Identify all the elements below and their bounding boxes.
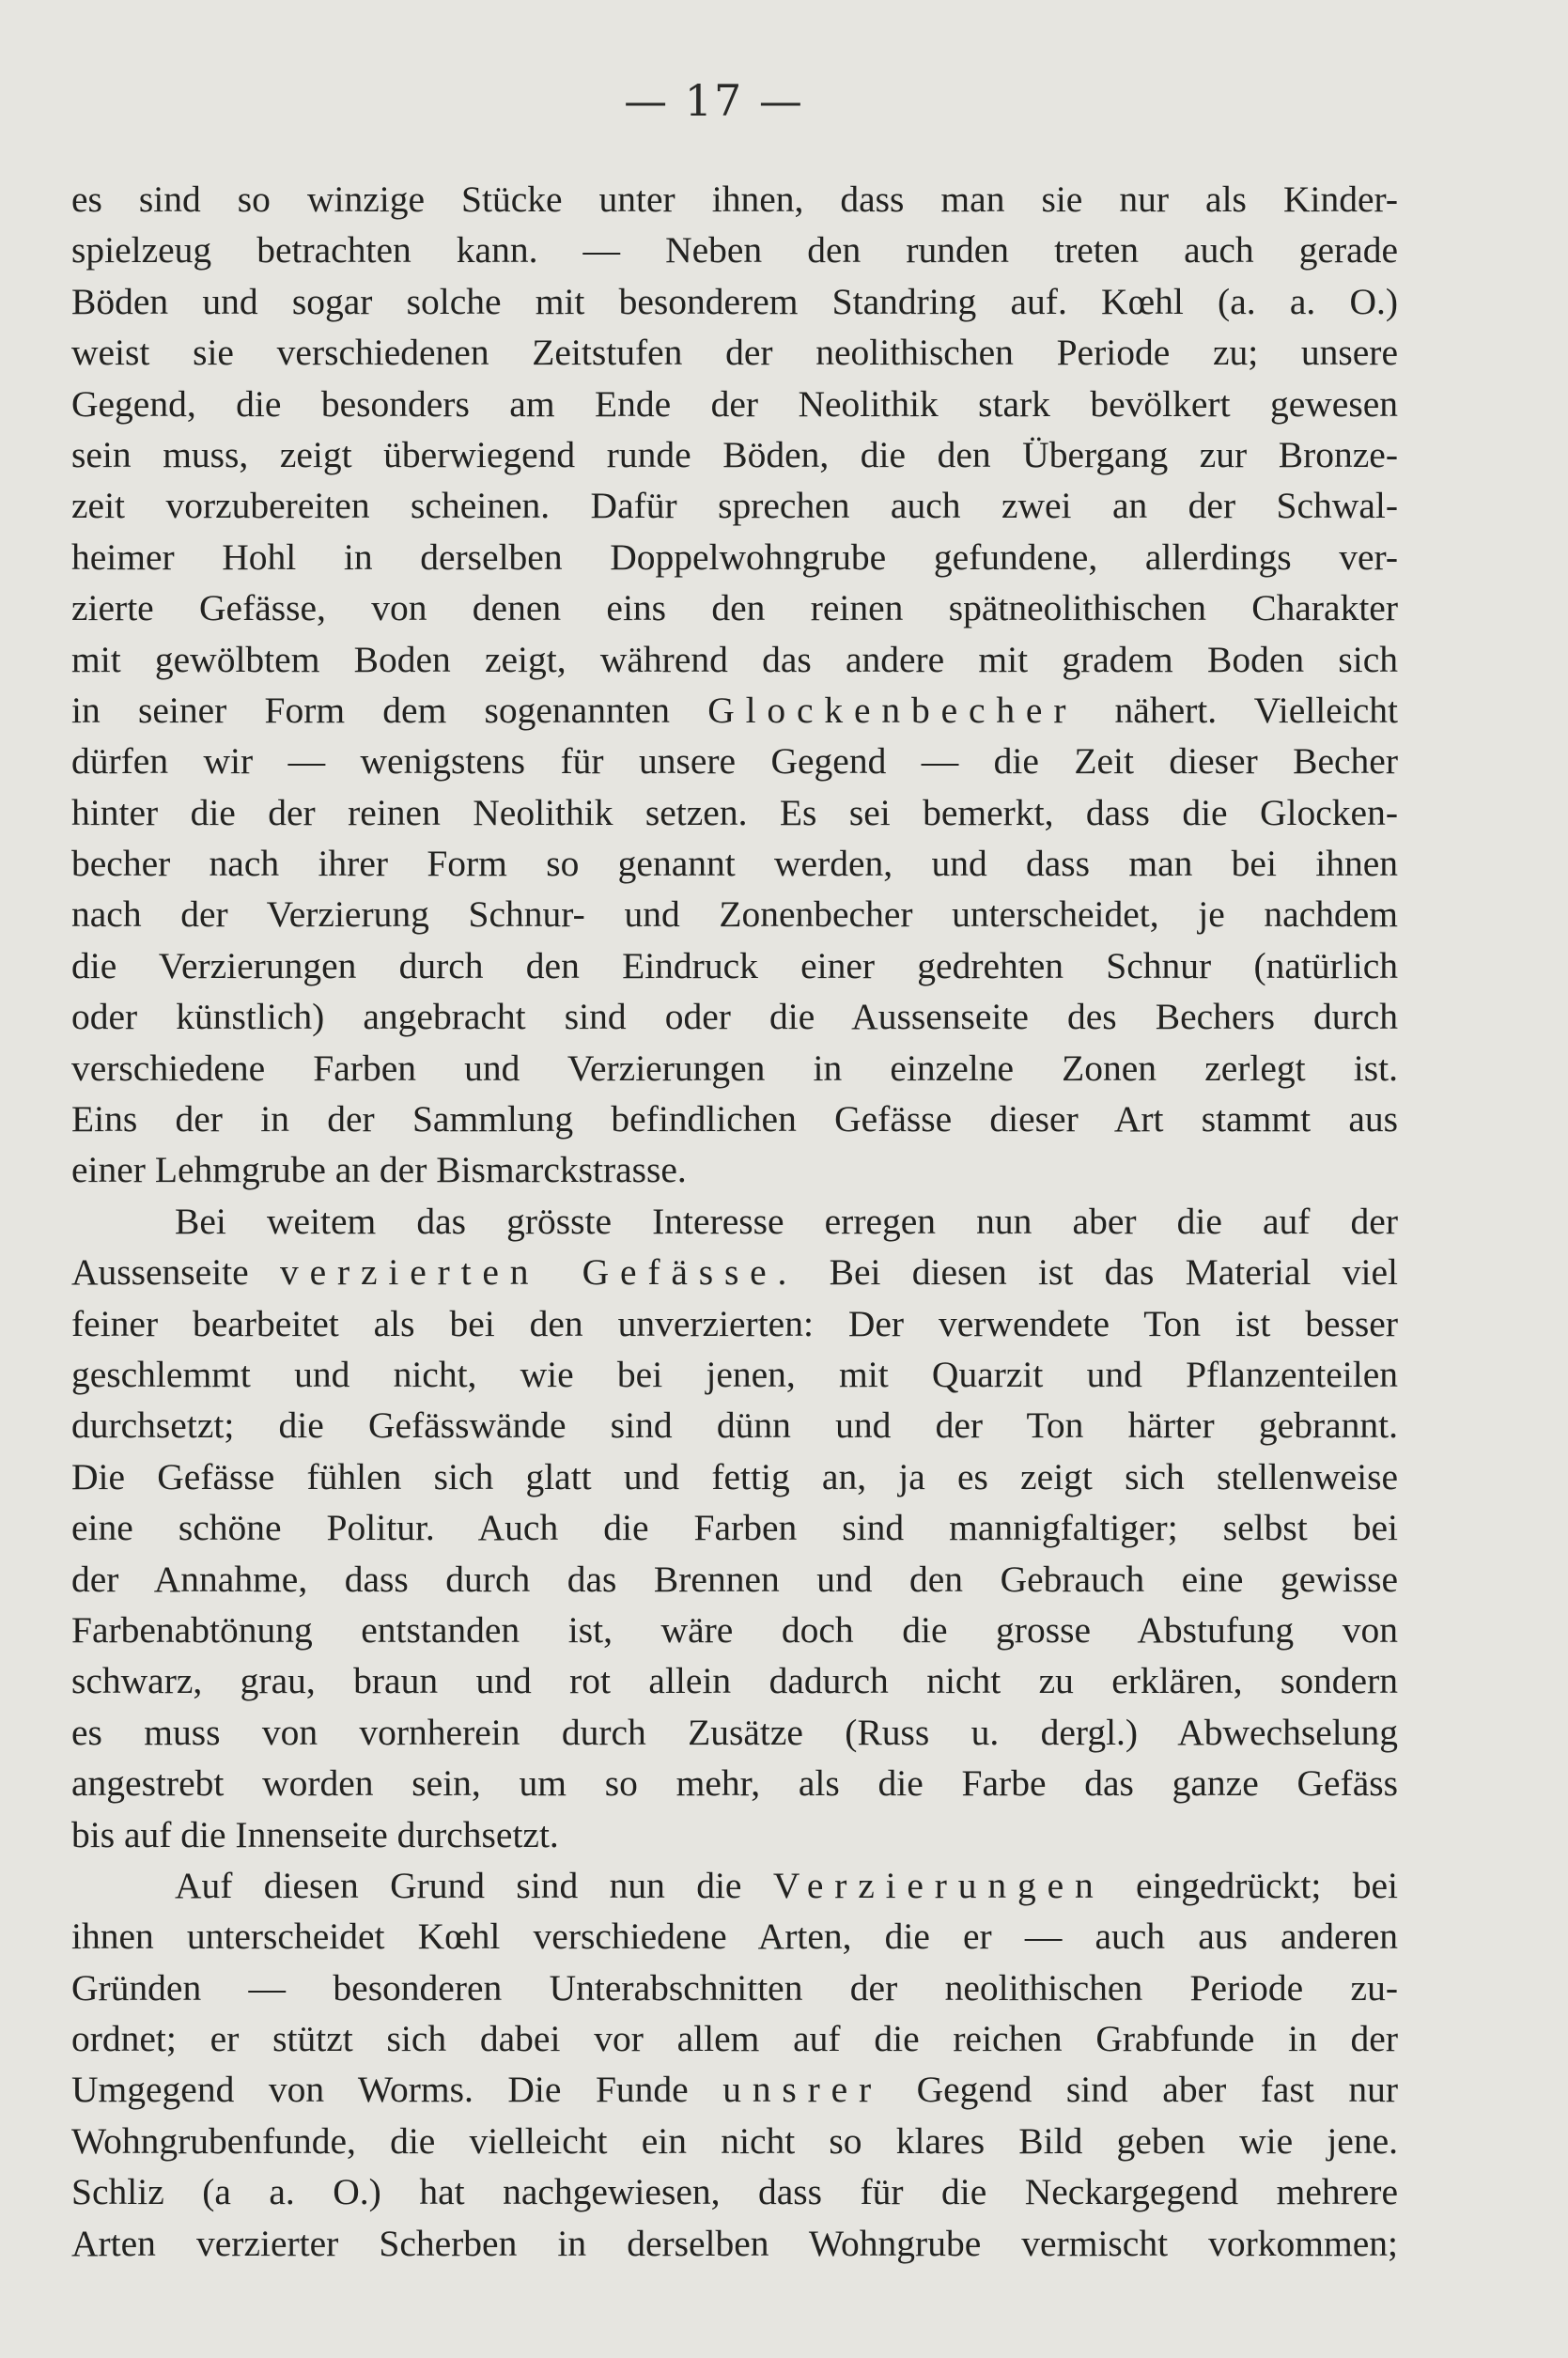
text-run: Bei weitem das grösste Interesse erregen nun aber die auf der	[175, 1200, 1398, 1242]
text-run: heimer Hohl in derselben Doppelwohngrube gefundene, allerdings ver-	[71, 535, 1398, 578]
text-line	[71, 1298, 1398, 1349]
text-run: Böden und sogar solche mit besonderem Standring auf. Kœhl (a. a. O.)	[71, 280, 1398, 322]
text-run: schwarz, grau, braun und rot allein dadurch nicht zu erklären, sondern	[71, 1660, 1398, 1702]
text-run: ordnet; er stützt sich dabei vor allem auf die reichen Grabfunde in der	[71, 2018, 1398, 2060]
text-run: sein muss, zeigt überwiegend runde Böden, die den Übergang zur Bronze-	[71, 433, 1398, 475]
text-run: Farbenabtönung entstanden ist, wäre doch die grosse Abstufung von	[71, 1608, 1398, 1651]
text-line	[71, 1860, 1398, 1911]
text-line	[71, 429, 1398, 480]
text-line	[71, 1707, 1398, 1758]
text-line	[71, 1605, 1398, 1655]
text-run: Schliz (a a. O.) hat nachgewiesen, dass für die Neckargegend mehrere	[71, 2171, 1398, 2213]
text-run: feiner bearbeitet als bei den unverzierten: Der verwendete Ton ist besser	[71, 1302, 1398, 1344]
text-line	[71, 787, 1398, 838]
text-line	[71, 2013, 1398, 2064]
text-run: angestrebt worden sein, um so mehr, als die Farbe das ganze Gefäss	[71, 1762, 1398, 1805]
text-run: einer Lehmgrube an der Bismarckstrasse.	[71, 1149, 687, 1191]
text-line	[71, 838, 1398, 889]
text-line	[71, 582, 1398, 633]
text-line	[71, 225, 1398, 275]
text-line	[71, 1196, 1398, 1247]
spaced-emphasis: Glockenbecher	[707, 689, 1078, 731]
text-line	[71, 174, 1398, 225]
text-line	[71, 327, 1398, 378]
text-run: Gründen — besonderen Unterabschnitten der neolithischen Periode zu-	[71, 1966, 1398, 2009]
spaced-emphasis: unsrer	[722, 2069, 883, 2111]
text-line	[71, 1962, 1398, 2013]
text-line	[71, 736, 1398, 786]
text-line	[71, 991, 1398, 1042]
text-run: Eins der in der Sammlung befindlichen Gefässe dieser Art stammt aus	[71, 1098, 1398, 1140]
text-run: mit gewölbtem Boden zeigt, während das andere mit gradem Boden sich	[71, 638, 1398, 680]
text-run: der Annahme, dass durch das Brennen und den Gebrauch eine gewisse	[71, 1558, 1398, 1600]
text-run: Aussenseite	[71, 1251, 281, 1294]
text-run: Arten verzierter Scherben in derselben Wohngrube vermischt vorkommen;	[71, 2222, 1398, 2264]
text-line	[71, 276, 1398, 327]
text-line	[71, 1502, 1398, 1553]
text-run: eingedrückt; bei	[1104, 1864, 1399, 1906]
text-run: Bei diesen ist das Material viel	[798, 1251, 1399, 1294]
text-run: nach der Verzierung Schnur- und Zonenbecher unterscheidet, je nachdem	[71, 893, 1398, 936]
text-line	[71, 2166, 1398, 2217]
text-line	[71, 480, 1398, 531]
page-number: — 17 —	[624, 75, 804, 126]
text-run: Die Gefässe fühlen sich glatt und fettig an, ja es zeigt sich stellenweise	[71, 1455, 1398, 1497]
text-run: eine schöne Politur. Auch die Farben sind mannigfaltiger; selbst bei	[71, 1507, 1398, 1549]
spaced-emphasis: Verzierungen	[772, 1864, 1105, 1906]
text-line	[71, 1554, 1398, 1605]
text-run: weist sie verschiedenen Zeitstufen der neolithischen Periode zu; unsere	[71, 332, 1398, 374]
text-line	[71, 1144, 1398, 1195]
text-run: durchsetzt; die Gefässwände sind dünn und der Ton härter gebrannt.	[71, 1404, 1398, 1447]
text-line	[71, 379, 1398, 429]
text-run: dürfen wir — wenigstens für unsere Gegend — die Zeit dieser Becher	[71, 740, 1398, 783]
text-run: becher nach ihrer Form so genannt werden, und dass man bei ihnen	[71, 843, 1398, 885]
body-text	[71, 174, 1398, 2269]
text-line	[71, 1349, 1398, 1400]
text-line	[71, 1758, 1398, 1808]
text-run: Auf diesen Grund sind nun die	[175, 1864, 773, 1906]
text-run: Gegend, die besonders am Ende der Neolithik stark bevölkert gewesen	[71, 382, 1398, 425]
text-run: ihnen unterscheidet Kœhl verschiedene Arten, die er — auch aus anderen	[71, 1916, 1398, 1958]
text-line	[71, 1809, 1398, 1860]
text-run: Wohngrubenfunde, die vielleicht ein nicht so klares Bild geben wie jene.	[71, 2119, 1398, 2162]
text-run: die Verzierungen durch den Eindruck einer gedrehten Schnur (natürlich	[71, 944, 1398, 986]
text-run: verschiedene Farben und Verzierungen in einzelne Zonen zerlegt ist.	[71, 1047, 1398, 1089]
text-line	[71, 2116, 1398, 2166]
text-run: zierte Gefässe, von denen eins den reinen spätneolithischen Charakter	[71, 587, 1398, 629]
text-run: oder künstlich) angebracht sind oder die Aussenseite des Bechers durch	[71, 996, 1398, 1038]
text-line	[71, 634, 1398, 685]
text-run: nähert. Vielleicht	[1077, 689, 1398, 731]
text-run: bis auf die Innenseite durchsetzt.	[71, 1813, 559, 1855]
text-line	[71, 889, 1398, 939]
text-run: geschlemmt und nicht, wie bei jenen, mit Quarzit und Pflanzenteilen	[71, 1353, 1398, 1395]
text-run: in seiner Form dem sogenannten	[71, 689, 708, 731]
text-run: es sind so winzige Stücke unter ihnen, dass man sie nur als Kinder-	[71, 178, 1398, 220]
text-line	[71, 1911, 1398, 1962]
text-line	[71, 1655, 1398, 1706]
text-line	[71, 940, 1398, 991]
text-line	[71, 1043, 1398, 1094]
text-run: Gegend sind aber fast nur	[882, 2069, 1398, 2111]
text-line	[71, 1451, 1398, 1502]
text-run: zeit vorzubereiten scheinen. Dafür sprechen auch zwei an der Schwal-	[71, 485, 1398, 527]
text-run: es muss von vornherein durch Zusätze (Russ u. dergl.) Abwechselung	[71, 1711, 1398, 1753]
text-line	[71, 1094, 1398, 1144]
text-line	[71, 1247, 1398, 1297]
text-line	[71, 1400, 1398, 1450]
text-run: Umgegend von Worms. Die Funde	[71, 2069, 723, 2111]
text-line	[71, 2218, 1398, 2269]
text-run: hinter die der reinen Neolithik setzen. Es sei bemerkt, dass die Glocken-	[71, 791, 1398, 833]
text-run: spielzeug betrachten kann. — Neben den runden treten auch gerade	[71, 229, 1398, 271]
text-line	[71, 2064, 1398, 2115]
text-line	[71, 685, 1398, 736]
text-line	[71, 532, 1398, 582]
spaced-emphasis: verzierten Gefässe.	[280, 1251, 799, 1294]
